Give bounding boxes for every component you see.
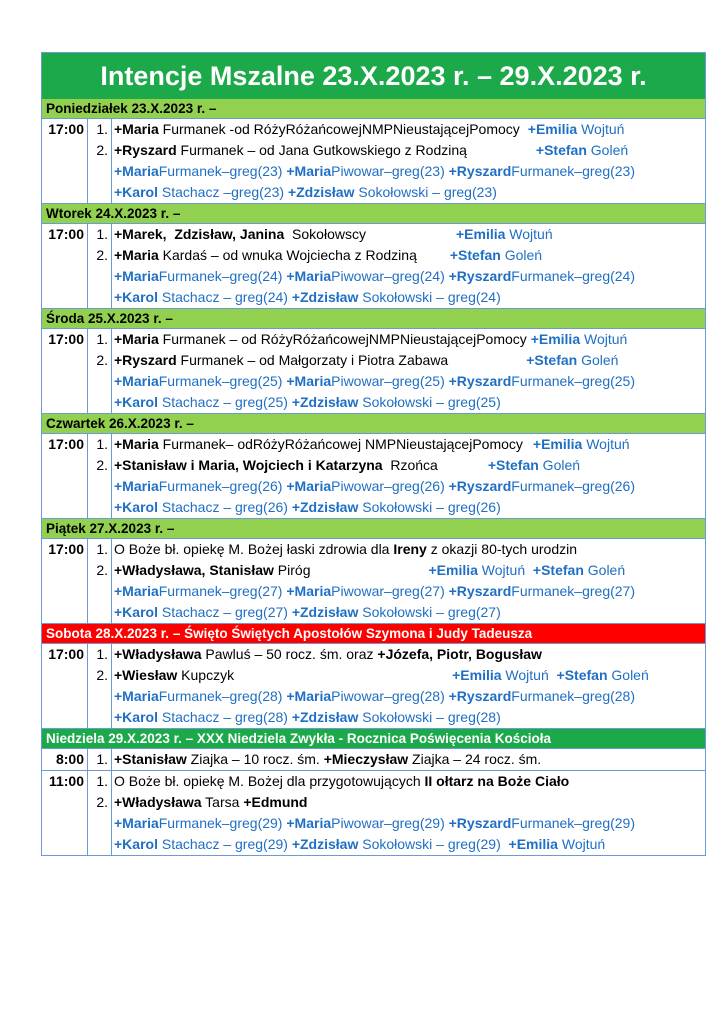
intention-text <box>112 245 705 266</box>
intention-text <box>112 329 705 350</box>
name-text: +Mieczysław <box>323 751 409 767</box>
name-text: +Maria <box>114 268 159 284</box>
intention-row <box>88 813 705 834</box>
intention-number <box>88 161 112 182</box>
intention-row <box>88 350 705 371</box>
intention-number: 2. <box>88 665 112 686</box>
intention-text <box>112 665 705 686</box>
mass-time: 17:00 <box>42 644 88 728</box>
intention-text-part: Piwowar–greg(27) <box>331 583 449 599</box>
intention-text-part: Goleń <box>538 457 581 473</box>
intention-text <box>112 813 705 834</box>
intention-text-part: Furmanek–greg(27) <box>511 583 636 599</box>
intention-text-part: Kupczyk <box>177 667 235 683</box>
intention-text <box>112 602 705 623</box>
name-text: +Władysława <box>114 646 202 662</box>
name-text: +Maria <box>114 436 159 452</box>
name-text: +Ryszard <box>448 163 512 179</box>
intention-row <box>88 392 705 413</box>
intention-text-part: Piwowar–greg(26) <box>331 478 449 494</box>
intention-number: 1. <box>88 434 112 455</box>
intention-row <box>88 161 705 182</box>
intention-text <box>112 119 705 140</box>
day-header: Czwartek 26.X.2023 r. – <box>41 414 706 434</box>
intention-text-part: Piwowar–greg(23) <box>331 163 449 179</box>
name-text: +Ryszard <box>448 268 512 284</box>
intention-text-part: Rzońca <box>382 457 438 473</box>
intention-number: 2. <box>88 350 112 371</box>
intention-text-part: Stachacz – greg(27) <box>157 604 292 620</box>
name-text: +Maria <box>114 373 159 389</box>
mass-time: 8:00 <box>42 749 88 770</box>
name-text: +Karol <box>114 184 158 200</box>
intention-number: 1. <box>88 749 112 770</box>
intention-text <box>112 350 705 371</box>
intention-text-part: Sokołowski – greg(23) <box>354 184 497 200</box>
day-header: Wtorek 24.X.2023 r. – <box>41 204 706 224</box>
intention-text-part: Piwowar–greg(28) <box>331 688 449 704</box>
intention-row <box>88 539 705 560</box>
intention-text-part: Furmanek – od Małgorzaty i Piotra Zabawa <box>176 352 449 368</box>
mass-block <box>41 434 706 519</box>
intention-text <box>112 539 705 560</box>
name-text: +Zdzisław <box>287 184 355 200</box>
name-text: +Zdzisław <box>291 499 359 515</box>
intention-text <box>112 476 705 497</box>
intention-number: 2. <box>88 140 112 161</box>
intention-number: 1. <box>88 329 112 350</box>
intention-row <box>88 224 705 245</box>
intention-text-part: Furmanek–greg(24) <box>158 268 287 284</box>
mass-block <box>41 329 706 414</box>
intention-text-part: Ziajka – 24 rocz. śm. <box>408 751 542 767</box>
name-text: +Emilia <box>527 121 578 137</box>
name-text: +Karol <box>114 836 158 852</box>
intention-text-part: Furmanek–greg(23) <box>511 163 636 179</box>
intention-text-part: Furmanek–greg(28) <box>158 688 287 704</box>
intention-text <box>112 140 705 161</box>
name-text: +Maria <box>286 688 332 704</box>
intention-text-part: Furmanek– odRóżyRóżańcowej NMPNieustającejPomocy <box>158 436 523 452</box>
intention-number: 1. <box>88 539 112 560</box>
intention-text <box>112 771 705 792</box>
name-text: +Zdzisław <box>291 836 359 852</box>
intention-row <box>88 771 705 792</box>
intention-text <box>112 371 705 392</box>
mass-time: 17:00 <box>42 539 88 623</box>
intention-text-part: Wojtuń <box>580 331 628 347</box>
intention-number <box>88 392 112 413</box>
intention-text-part: Furmanek–greg(25) <box>158 373 287 389</box>
day-header: Piątek 27.X.2023 r. – <box>41 519 706 539</box>
intention-row <box>88 182 705 203</box>
intention-row <box>88 434 705 455</box>
intention-text-part: Wojtuń <box>582 436 630 452</box>
intention-row <box>88 371 705 392</box>
intention-text <box>112 224 705 245</box>
intention-number: 2. <box>88 792 112 813</box>
name-text: Ireny <box>393 541 427 557</box>
intention-number <box>88 686 112 707</box>
name-text: +Emilia <box>530 331 581 347</box>
intention-text-part: Furmanek – od RóżyRóżańcowejNMPNieustającejPomocy <box>158 331 531 347</box>
intention-text <box>112 792 705 813</box>
name-text: +Stefan <box>535 142 587 158</box>
mass-block <box>41 224 706 309</box>
name-text: +Stefan <box>556 667 608 683</box>
name-text: +Ryszard <box>448 688 512 704</box>
intention-number: 1. <box>88 771 112 792</box>
day-header: Niedziela 29.X.2023 r. – XXX Niedziela Zwykła - Rocznica Poświęcenia Kościoła <box>41 729 706 749</box>
intention-text-part: Sokołowscy <box>284 226 366 242</box>
intention-text <box>112 581 705 602</box>
intention-number <box>88 182 112 203</box>
name-text: +Stefan <box>526 352 578 368</box>
intention-number <box>88 707 112 728</box>
name-text: +Stefan <box>449 247 501 263</box>
intention-row <box>88 560 705 581</box>
intention-text-part: Furmanek -od RóżyRóżańcowejNMPNieustającejPomocy <box>158 121 520 137</box>
intention-text-part: Kardaś – od wnuka Wojciecha z Rodziną <box>158 247 417 263</box>
name-text: +Emilia <box>455 226 506 242</box>
intention-number <box>88 497 112 518</box>
name-text: +Maria <box>114 247 159 263</box>
name-text: +Maria <box>286 163 332 179</box>
intention-text <box>112 560 705 581</box>
intention-row <box>88 581 705 602</box>
intention-number: 1. <box>88 224 112 245</box>
intention-text <box>112 161 705 182</box>
day-header: Środa 25.X.2023 r. – <box>41 309 706 329</box>
intention-text <box>112 266 705 287</box>
name-text: +Emilia <box>532 436 583 452</box>
intentions-sheet <box>41 52 706 856</box>
intention-text-part: Ziajka – 10 rocz. śm. <box>186 751 324 767</box>
intention-text-part: Tarsa <box>201 794 244 810</box>
mass-block <box>41 644 706 729</box>
intention-text <box>112 749 705 770</box>
intention-text-part: Furmanek – od Jana Gutkowskiego z Rodziną <box>176 142 467 158</box>
mass-time: 17:00 <box>42 434 88 518</box>
name-text: +Maria <box>114 688 159 704</box>
intention-text <box>112 644 705 665</box>
intention-number <box>88 602 112 623</box>
intention-text-part: z okazji 80-tych urodzin <box>426 541 578 557</box>
name-text: +Zdzisław <box>291 604 359 620</box>
intention-row <box>88 497 705 518</box>
intention-row <box>88 834 705 855</box>
mass-time: 17:00 <box>42 224 88 308</box>
intention-text-part: Sokołowski – greg(24) <box>358 289 501 305</box>
intention-text-part: O Boże bł. opiekę M. Bożej dla przygotowujących <box>114 773 425 789</box>
name-text: +Maria <box>286 815 332 831</box>
name-text: +Maria <box>114 815 159 831</box>
intention-text-part: Furmanek–greg(26) <box>158 478 287 494</box>
intention-number <box>88 476 112 497</box>
intention-row <box>88 644 705 665</box>
intention-text-part: Sokołowski – greg(29) <box>358 836 509 852</box>
name-text: +Zdzisław <box>291 289 359 305</box>
days-list <box>41 99 706 856</box>
intention-text-part: Stachacz – greg(25) <box>157 394 292 410</box>
intention-number: 2. <box>88 560 112 581</box>
name-text: +Wiesław <box>114 667 178 683</box>
name-text: +Stefan <box>532 562 584 578</box>
name-text: +Maria <box>114 478 159 494</box>
day-header: Poniedziałek 23.X.2023 r. – <box>41 99 706 119</box>
intention-row <box>88 245 705 266</box>
intention-text <box>112 434 705 455</box>
mass-block <box>41 119 706 204</box>
intention-text-part: Stachacz – greg(24) <box>157 289 292 305</box>
intention-text-part: Goleń <box>577 352 619 368</box>
intention-text-part: Wojtuń <box>577 121 625 137</box>
mass-block <box>41 771 706 856</box>
intention-text-part: Sokołowski – greg(28) <box>358 709 501 725</box>
intention-row <box>88 476 705 497</box>
name-text: +Karol <box>114 604 158 620</box>
name-text: +Zdzisław <box>291 709 359 725</box>
intention-number <box>88 581 112 602</box>
name-text: +Karol <box>114 394 158 410</box>
name-text: +Józefa, Piotr, Bogusław <box>377 646 542 662</box>
page-title: Intencje Mszalne 23.X.2023 r. – 29.X.2023 r. <box>41 52 706 99</box>
intention-text-part: Furmanek–greg(23) <box>158 163 287 179</box>
mass-time: 11:00 <box>42 771 88 855</box>
day-header: Sobota 28.X.2023 r. – Święto Świętych Apostołów Szymona i Judy Tadeusza <box>41 624 706 644</box>
name-text: +Ryszard <box>448 815 512 831</box>
intention-text-part: Goleń <box>607 667 649 683</box>
intention-number: 2. <box>88 455 112 476</box>
name-text: +Władysława <box>114 794 202 810</box>
name-text: +Emilia <box>508 836 558 852</box>
intention-text-part: Pawluś – 50 rocz. śm. oraz <box>201 646 378 662</box>
mass-block <box>41 539 706 624</box>
intention-text-part: Furmanek–greg(25) <box>511 373 636 389</box>
intention-text-part: Stachacz –greg(23) <box>157 184 288 200</box>
intention-text-part: Wojtuń <box>501 667 557 683</box>
name-text: +Edmund <box>243 794 308 810</box>
intention-text-part: Sokołowski – greg(26) <box>358 499 501 515</box>
intention-text-part: Wojtuń <box>557 836 606 852</box>
name-text: +Maria <box>286 373 332 389</box>
intention-row <box>88 665 705 686</box>
name-text: +Stefan <box>487 457 539 473</box>
name-text: +Maria <box>114 121 159 137</box>
intention-number <box>88 834 112 855</box>
name-text: +Maria <box>114 331 159 347</box>
intention-text-part: Sokołowski – greg(25) <box>358 394 501 410</box>
intention-text <box>112 287 705 308</box>
name-text: +Karol <box>114 289 158 305</box>
intention-row <box>88 266 705 287</box>
intention-text-part: Stachacz – greg(29) <box>157 836 292 852</box>
intention-number <box>88 287 112 308</box>
intention-text-part: Furmanek–greg(27) <box>158 583 287 599</box>
name-text: +Emilia <box>428 562 478 578</box>
intention-number <box>88 371 112 392</box>
intention-row <box>88 455 705 476</box>
name-text: +Marek, Zdzisław, Janina <box>114 226 285 242</box>
intention-text-part: O Boże bł. opiekę M. Bożej łaski zdrowia dla <box>114 541 394 557</box>
intention-row <box>88 686 705 707</box>
intention-text <box>112 455 705 476</box>
intention-row <box>88 602 705 623</box>
intention-number: 2. <box>88 245 112 266</box>
name-text: +Stanisław i Maria, Wojciech i Katarzyna <box>114 457 383 473</box>
intention-text-part: Furmanek–greg(26) <box>511 478 636 494</box>
intention-text <box>112 182 705 203</box>
intention-text-part: Goleń <box>500 247 543 263</box>
name-text: +Maria <box>114 583 159 599</box>
intention-text-part: Sokołowski – greg(27) <box>358 604 501 620</box>
intention-row <box>88 792 705 813</box>
intention-row <box>88 707 705 728</box>
intention-text-part: Piwowar–greg(24) <box>331 268 449 284</box>
intention-number: 1. <box>88 119 112 140</box>
intention-text-part: Wojtuń <box>505 226 553 242</box>
intention-text <box>112 707 705 728</box>
intention-text-part: Wojtuń <box>477 562 533 578</box>
name-text: +Ryszard <box>114 142 177 158</box>
mass-time: 17:00 <box>42 119 88 203</box>
intention-text-part: Stachacz – greg(26) <box>157 499 292 515</box>
name-text: +Maria <box>286 478 332 494</box>
mass-time: 17:00 <box>42 329 88 413</box>
name-text: +Maria <box>114 163 159 179</box>
name-text: +Władysława, Stanisław <box>114 562 274 578</box>
name-text: +Emilia <box>452 667 502 683</box>
intention-row <box>88 749 705 770</box>
intention-text-part: Piwowar–greg(25) <box>331 373 449 389</box>
intention-text <box>112 686 705 707</box>
name-text: +Ryszard <box>448 478 512 494</box>
intention-text-part: Piróg <box>273 562 311 578</box>
name-text: +Maria <box>286 583 332 599</box>
name-text: +Ryszard <box>114 352 177 368</box>
intention-text-part: Goleń <box>586 142 629 158</box>
intention-text-part: Goleń <box>583 562 626 578</box>
intention-row <box>88 119 705 140</box>
intention-text-part: Furmanek–greg(29) <box>158 815 287 831</box>
intention-row <box>88 140 705 161</box>
mass-block <box>41 749 706 771</box>
intention-row <box>88 329 705 350</box>
intention-text <box>112 497 705 518</box>
intention-row <box>88 287 705 308</box>
intention-text-part: Furmanek–greg(29) <box>511 815 636 831</box>
intention-text <box>112 834 705 855</box>
intention-text-part: Furmanek–greg(24) <box>511 268 636 284</box>
name-text: +Zdzisław <box>291 394 359 410</box>
name-text: +Ryszard <box>448 373 512 389</box>
name-text: +Stanisław <box>114 751 187 767</box>
intention-text-part: Stachacz – greg(28) <box>157 709 292 725</box>
intention-number <box>88 813 112 834</box>
intention-number: 1. <box>88 644 112 665</box>
name-text: II ołtarz na Boże Ciało <box>424 773 570 789</box>
name-text: +Ryszard <box>448 583 512 599</box>
intention-text-part: Furmanek–greg(28) <box>511 688 636 704</box>
name-text: +Maria <box>286 268 332 284</box>
name-text: +Karol <box>114 499 158 515</box>
intention-text <box>112 392 705 413</box>
intention-number <box>88 266 112 287</box>
name-text: +Karol <box>114 709 158 725</box>
intention-text-part: Piwowar–greg(29) <box>331 815 449 831</box>
